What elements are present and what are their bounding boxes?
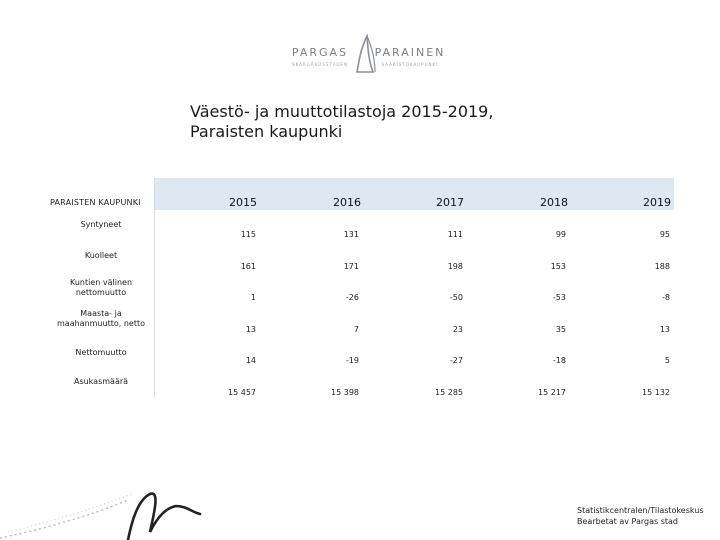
page-title-line2: Paraisten kaupunki [190,122,343,141]
table-cell: 111 [447,230,463,239]
row-label-column [50,178,155,398]
table-cell: 14 [245,356,256,365]
table-cell: 7 [353,325,359,334]
row-label: Nettomuutto [75,348,127,357]
year-header: 2017 [436,196,464,209]
table-cell: -18 [552,356,566,365]
year-header: 2018 [540,196,568,209]
table-cell: -50 [449,293,463,302]
table-cell: -27 [449,356,463,365]
table-cell: -53 [552,293,566,302]
logo-sub-finnish: SAARISTOKAUPUNKI [381,62,439,67]
source-note [577,505,704,527]
logo-name-swedish: PARGAS [291,46,349,59]
logo-left-text [280,46,360,67]
table-cell: 95 [659,230,670,239]
row-label: Kuolleet [84,251,118,260]
table-cell: -19 [345,356,359,365]
row-label: Syntyneet [80,220,122,229]
table-cell: 161 [240,262,256,271]
page-title [190,102,590,142]
table-cell: 188 [654,262,670,271]
source-line1: Statistikcentralen/Tilastokeskus [577,506,704,515]
year-header: 2019 [643,196,671,209]
logo-sub-swedish: SKÄRGÅRDSSTADEN [292,62,348,67]
table-cell: 198 [447,262,463,271]
table-header-label: PARAISTEN KAUPUNKI [50,198,141,207]
table-cell: 15 398 [331,388,359,397]
table-cell: 35 [555,325,566,334]
table-cell: 15 285 [435,388,463,397]
row-label: Kuntien välinen nettomuutto [69,278,133,297]
table-cell: 171 [343,262,359,271]
row-label: Maasta- ja maahanmuutto, netto [57,309,145,328]
table-cell: 1 [250,293,256,302]
table-cell: 23 [452,325,463,334]
pargas-parainen-logo [280,34,450,80]
page-title-line1: Väestö- ja muuttotilastoja 2015-2019, [190,102,494,121]
table-cell: 15 217 [538,388,566,397]
logo-name-finnish: PARAINEN [374,46,446,59]
table-cell: 13 [659,325,670,334]
source-line2: Bearbetat av Pargas stad [577,517,678,526]
logo-right-text [370,46,450,67]
table-cell: -8 [662,293,670,302]
table-cell: 131 [343,230,359,239]
table-cell: 5 [664,356,670,365]
table-cell: 99 [555,230,566,239]
decorative-swoosh-icon [0,450,300,540]
table-cell: 15 457 [228,388,256,397]
table-cell: 115 [240,230,256,239]
table-cell: 15 132 [642,388,670,397]
table-cell: 153 [550,262,566,271]
row-label: Asukasmäärä [73,377,129,386]
table-cell: 13 [245,325,256,334]
year-header: 2015 [229,196,257,209]
year-header: 2016 [333,196,361,209]
table-cell: -26 [345,293,359,302]
